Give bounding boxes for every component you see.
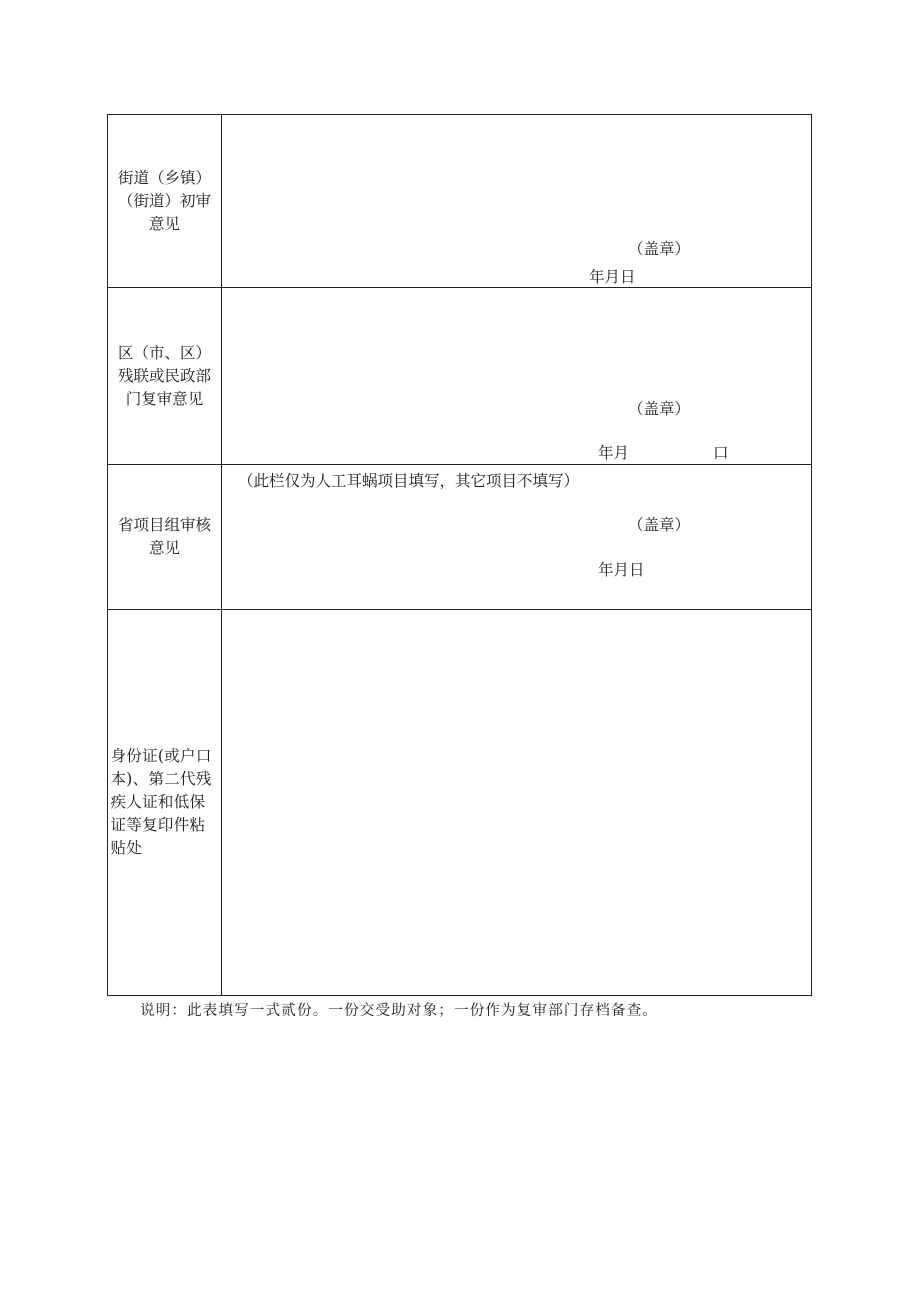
row-label: 街道（乡镇） （街道）初审 意见 bbox=[117, 168, 211, 233]
row-street-initial-review bbox=[108, 115, 811, 288]
seal-placeholder: （盖章） bbox=[628, 240, 691, 258]
row-provincial-review bbox=[108, 465, 811, 610]
date-day-placeholder: 口 bbox=[713, 444, 729, 462]
form-footnote: 说明：此表填写一式贰份。一份交受助对象；一份作为复审部门存档备查。 bbox=[140, 1003, 659, 1019]
label-cell bbox=[108, 288, 222, 464]
row-label: 省项目组审核 意见 bbox=[117, 516, 211, 557]
label-cell bbox=[108, 465, 222, 609]
date-placeholder: 年月 bbox=[598, 444, 630, 462]
opinion-area[interactable] bbox=[222, 115, 811, 287]
opinion-area[interactable] bbox=[222, 288, 811, 464]
seal-placeholder: （盖章） bbox=[628, 400, 691, 418]
review-form-table bbox=[107, 114, 812, 996]
paste-area bbox=[222, 610, 811, 995]
cochlear-implant-note: （此栏仅为人工耳蜗项目填写，其它项目不填写） bbox=[238, 472, 580, 490]
date-placeholder: 年月日 bbox=[598, 561, 645, 579]
row-id-copies bbox=[108, 610, 811, 995]
label-cell bbox=[108, 610, 222, 995]
row-label: 身份证(或户口 本)、第二代残 疾人证和低保 证等复印件粘 贴处 bbox=[110, 747, 212, 857]
row-district-review bbox=[108, 288, 811, 465]
row-label: 区（市、区） 残联或民政部 门复审意见 bbox=[117, 343, 211, 408]
seal-placeholder: （盖章） bbox=[628, 516, 691, 534]
opinion-area[interactable] bbox=[222, 465, 811, 609]
date-placeholder: 年月日 bbox=[589, 268, 636, 286]
label-cell bbox=[108, 115, 222, 287]
